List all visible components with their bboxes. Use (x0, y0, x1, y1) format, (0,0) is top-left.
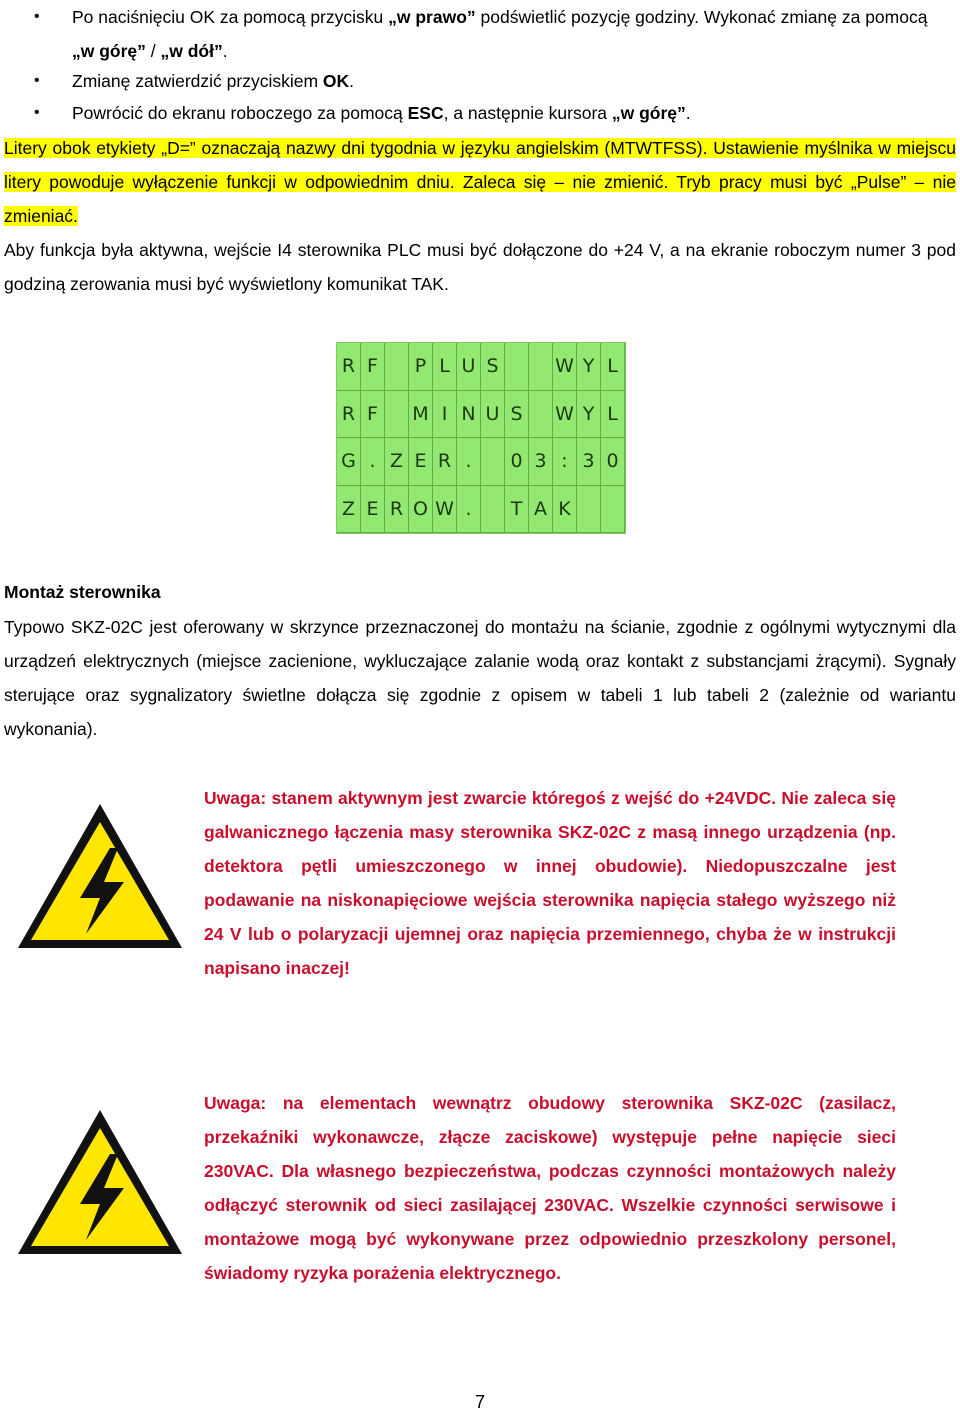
lcd-char-cell: F (361, 343, 385, 391)
lcd-char-cell: L (433, 343, 457, 391)
lcd-char-cell: U (457, 343, 481, 391)
lcd-char-cell: 0 (601, 438, 625, 486)
lcd-char-cell: R (337, 343, 361, 391)
lcd-char-cell (577, 486, 601, 534)
lcd-char-cell: E (361, 486, 385, 534)
section-body: Typowo SKZ-02C jest oferowany w skrzynce przeznaczonej do montażu na ścianie, zgodnie z ogólnymi wytycznymi dla urządzeń elektrycznych (miejsce zacienione, wykluczające zalanie wodą oraz kontakt z substancjami żrącymi). Sygnały sterujące oraz sygnalizatory świetlne dołącza się zgodnie z opisem w tabeli 1 lub tabeli 2 (zależnie od wariantu wykonania). (4, 617, 956, 739)
page-number: 7 (474, 1392, 485, 1412)
lcd-char-cell: A (529, 486, 553, 534)
lcd-char-cell: P (409, 343, 433, 391)
lcd-char-cell: S (505, 391, 529, 439)
lcd-char-cell: I (433, 391, 457, 439)
lcd-char-cell (601, 486, 625, 534)
lcd-display (336, 342, 626, 534)
lcd-char-cell: Z (385, 438, 409, 486)
section-title: Montaż sterownika (4, 582, 161, 602)
lcd-char-cell: R (433, 438, 457, 486)
high-voltage-warning-icon (14, 800, 186, 952)
lcd-char-cell: . (457, 438, 481, 486)
lcd-char-cell: N (457, 391, 481, 439)
lcd-char-cell (385, 391, 409, 439)
lcd-char-cell: O (409, 486, 433, 534)
list-item: • Po naciśnięciu OK za pomocą przycisku „w prawo” podświetlić pozycję godziny. Wykonać zmianę za pomocą „w górę” / „w dół”. (72, 0, 952, 68)
lcd-char-cell (529, 391, 553, 439)
lcd-char-cell: K (553, 486, 577, 534)
lcd-char-cell: R (385, 486, 409, 534)
lcd-char-cell: G (337, 438, 361, 486)
lcd-char-cell: W (553, 343, 577, 391)
lcd-char-cell: W (553, 391, 577, 439)
lcd-char-cell: U (481, 391, 505, 439)
list-item: • Powrócić do ekranu roboczego za pomocą ESC, a następnie kursora „w górę”. (72, 96, 952, 130)
lcd-char-cell (529, 343, 553, 391)
lcd-char-cell: 3 (529, 438, 553, 486)
lcd-char-cell: W (433, 486, 457, 534)
warning-inputs-text: Uwaga: stanem aktywnym jest zwarcie któregoś z wejść do +24VDC. Nie zaleca się galwanicznego łączenia masy sterownika SKZ-02C z masą innego urządzenia (np. detektora pętli umieszczonego w innej obudowie). Niedopuszczalne jest podawanie na niskonapięciowe wejścia sterownika napięcia stałego wyższego niż 24 V lub o polaryzacji ujemnej oraz napięcia przemiennego, chyba że w instrukcji napisano inaczej! (204, 788, 896, 978)
lcd-char-cell: : (553, 438, 577, 486)
lcd-char-cell: M (409, 391, 433, 439)
lcd-char-cell: F (361, 391, 385, 439)
lcd-char-cell: . (457, 486, 481, 534)
lcd-char-cell: 3 (577, 438, 601, 486)
lcd-char-cell: Y (577, 391, 601, 439)
lcd-char-cell: T (505, 486, 529, 534)
warning-mains-text: Uwaga: na elementach wewnątrz obudowy sterownika SKZ-02C (zasilacz, przekaźniki wykonawcze, złącze zaciskowe) występuje pełne napięcie sieci 230VAC. Dla własnego bezpieczeństwa, podczas czynności montażowych należy odłączyć sterownik od sieci zasilającej 230VAC. Wszelkie czynności serwisowe i montażowe mogą być wykonywane przez odpowiednio przeszkolony personel, świadomy ryzyka porażenia elektrycznego. (204, 1093, 896, 1283)
lcd-char-cell: E (409, 438, 433, 486)
highlighted-note: Litery obok etykiety „D=” oznaczają nazwy dni tygodnia w języku angielskim (MTWTFSS). Ustawienie myślnika w miejscu litery powoduje wyłączenie funkcji w odpowiednim dniu. Zaleca się – nie zmienić. Tryb pracy musi być „Pulse” – nie zmieniać. (4, 138, 957, 226)
lcd-char-cell (385, 343, 409, 391)
lcd-char-cell (505, 343, 529, 391)
lcd-char-cell: 0 (505, 438, 529, 486)
lcd-char-cell (481, 486, 505, 534)
list-item: • Zmianę zatwierdzić przyciskiem OK. (72, 64, 952, 98)
lcd-char-cell: S (481, 343, 505, 391)
lcd-char-cell (481, 438, 505, 486)
active-condition-paragraph: Aby funkcja była aktywna, wejście I4 sterownika PLC musi być dołączone do +24 V, a na ekranie roboczym numer 3 pod godziną zerowania musi być wyświetlony komunikat TAK. (4, 240, 956, 294)
high-voltage-warning-icon (14, 1106, 186, 1258)
lcd-char-cell: R (337, 391, 361, 439)
lcd-char-cell: Y (577, 343, 601, 391)
lcd-char-cell: Z (337, 486, 361, 534)
lcd-char-cell: L (601, 391, 625, 439)
lcd-char-cell: . (361, 438, 385, 486)
lcd-char-cell: L (601, 343, 625, 391)
